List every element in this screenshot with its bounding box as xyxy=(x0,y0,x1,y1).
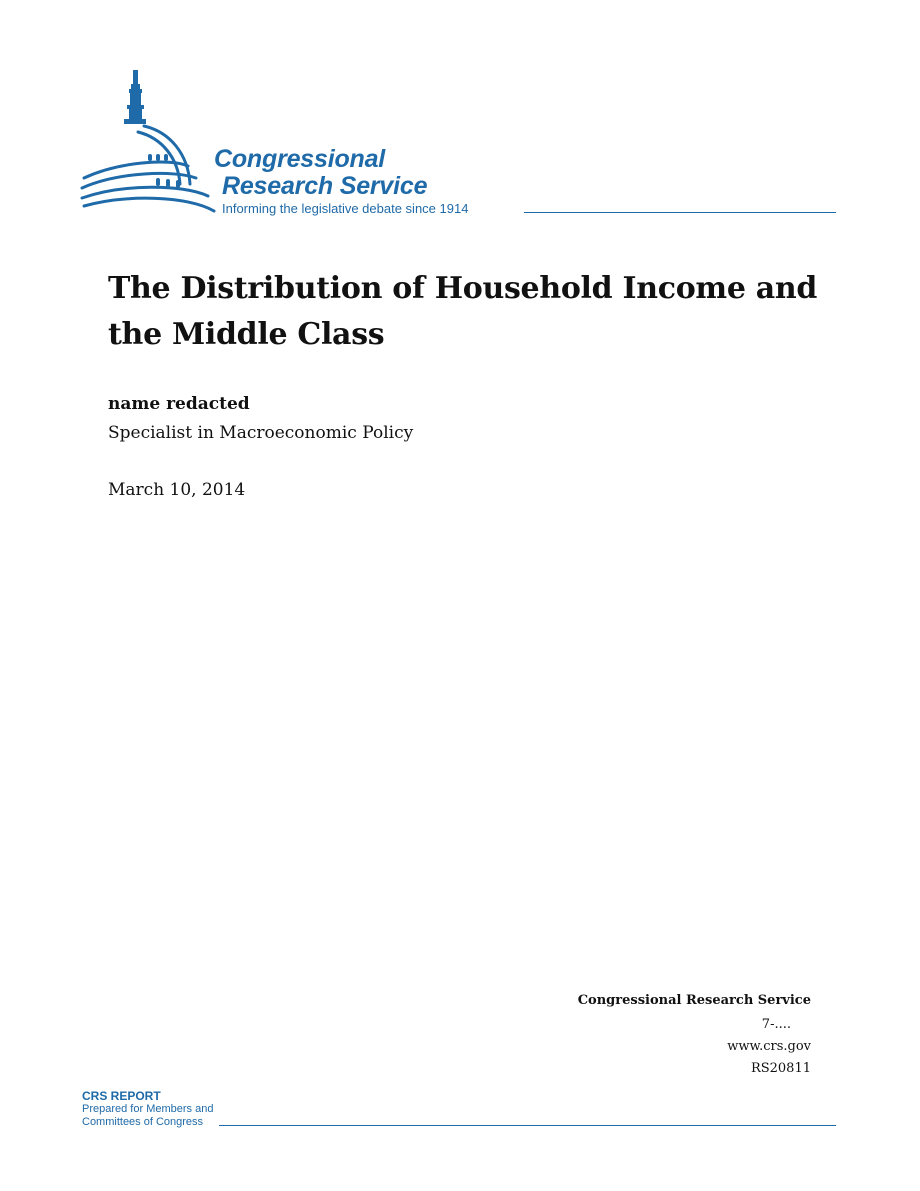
organization-name: Congressional Research Service xyxy=(577,993,811,1008)
capitol-dome-icon xyxy=(78,66,228,218)
footer-line-1: Prepared for Members and xyxy=(82,1103,214,1115)
footer-divider xyxy=(219,1125,836,1126)
crs-report-label xyxy=(82,1090,213,1129)
report-date: March 10, 2014 xyxy=(108,480,246,500)
brand-line-2: Research Service xyxy=(222,172,428,200)
author-name: name redacted xyxy=(108,394,250,414)
author-role: Specialist in Macroeconomic Policy xyxy=(108,423,414,443)
header-divider xyxy=(524,212,836,213)
brand-line-1: Congressional xyxy=(214,145,386,173)
contact-block xyxy=(578,990,811,1080)
website: www.crs.gov xyxy=(727,1039,811,1054)
report-number: RS20811 xyxy=(750,1061,811,1076)
crs-report-heading: CRS REPORT xyxy=(82,1089,161,1103)
brand-name xyxy=(214,146,427,200)
phone-number: 7-.... xyxy=(761,1017,791,1032)
tagline: Informing the legislative debate since 1914 xyxy=(222,201,469,216)
report-title: The Distribution of Household Income and the Middle Class xyxy=(108,271,818,352)
footer-line-2: Committees of Congress xyxy=(82,1116,204,1128)
